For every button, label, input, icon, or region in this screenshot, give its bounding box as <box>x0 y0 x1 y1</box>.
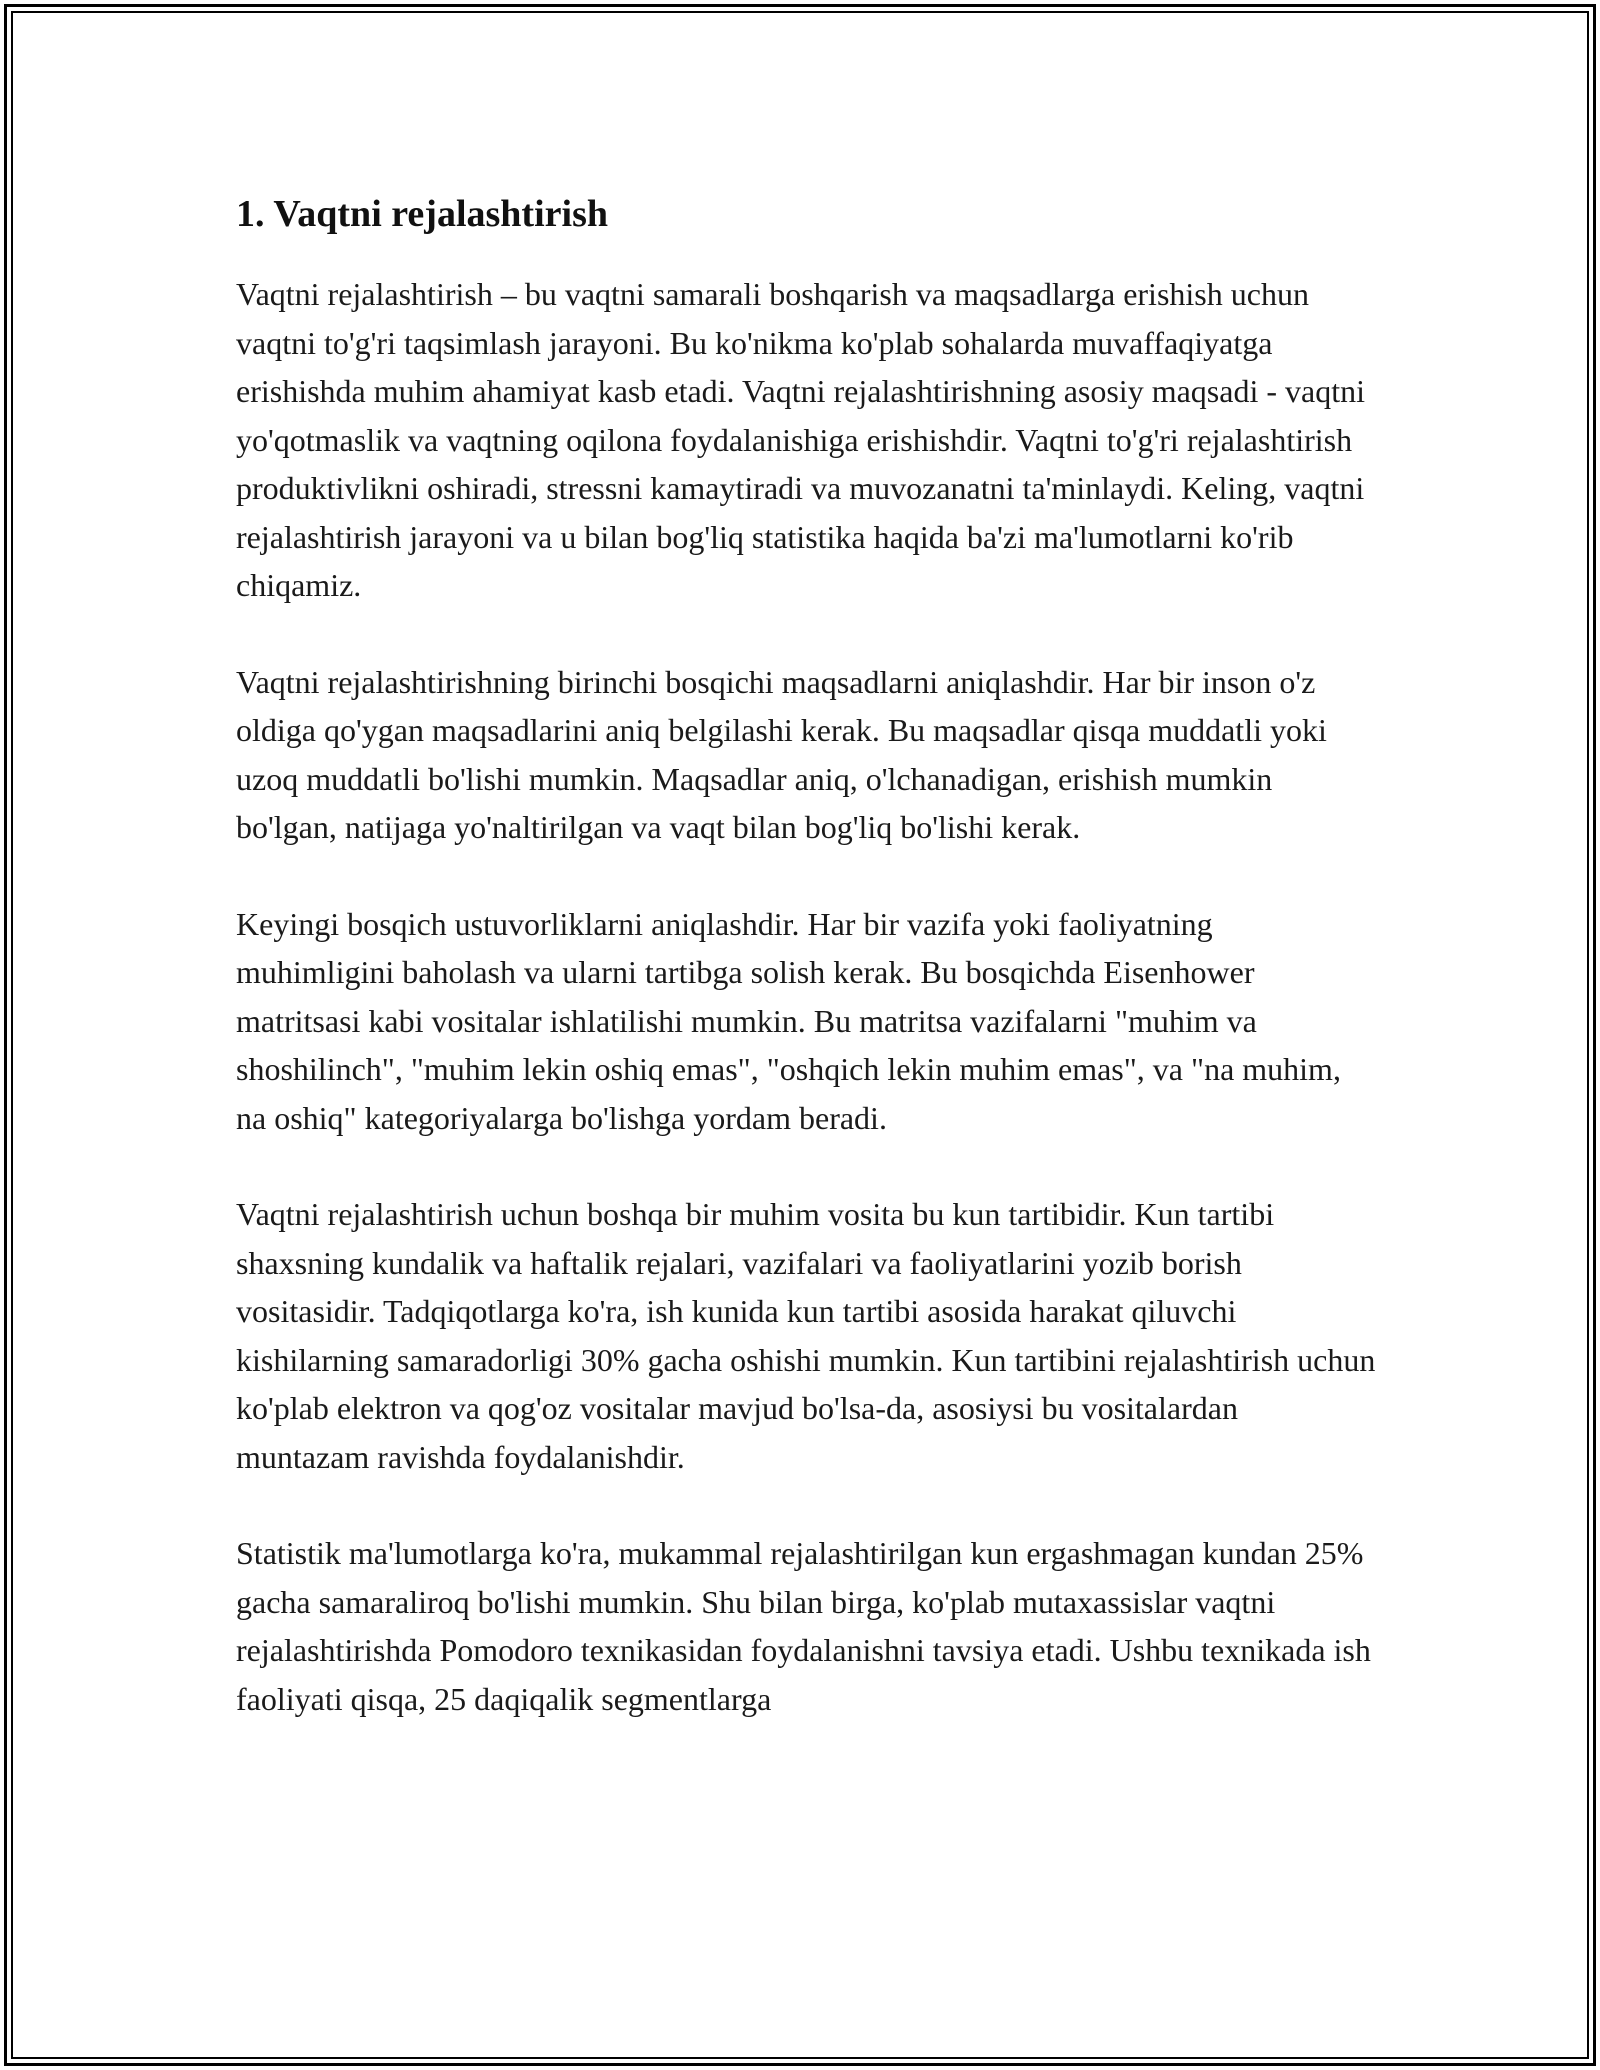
section-heading: 1. Vaqtni rejalashtirish <box>236 193 608 235</box>
document-body <box>236 188 1376 1771</box>
paragraph-priorities: Keyingi bosqich ustuvorliklarni aniqlashdir. Har bir vazifa yoki faoliyatning muhimligini baholash va ularni tartibga solish kerak. Bu bosqichda Eisenhower matritsasi kabi vositalar ishlatilishi mumkin. Bu matritsa vazifalarni "muhim va shoshilinch", "muhim lekin oshiq emas", "oshqich lekin muhim emas", va "na muhim, na oshiq" kategoriyalarga bo'lishga yordam beradi. <box>236 905 1341 1136</box>
paragraph-schedule: Vaqtni rejalashtirish uchun boshqa bir muhim vosita bu kun tartibidir. Kun tartibi shaxsning kundalik va haftalik rejalari, vazifalari va faoliyatlarini yozib borish vositasidir. Tadqiqotlarga ko'ra, ish kunida kun tartibi asosida harakat qiluvchi kishilarning samaradorligi 30% gacha oshishi mumkin. Kun tartibini rejalashtirish uchun ko'plab elektron va qog'oz vositalar mavjud bo'lsa-da, asosiysi bu vositalardan muntazam ravishda foydalanishdir. <box>236 1196 1376 1475</box>
paragraph-goals: Vaqtni rejalashtirishning birinchi bosqichi maqsadlarni aniqlashdir. Har bir inson o'z oldiga qo'ygan maqsadlarini aniq belgilashi kerak. Bu maqsadlar qisqa muddatli yoki uzoq muddatli bo'lishi mumkin. Maqsadlar aniq, o'lchanadigan, erishish mumkin bo'lgan, natijaga yo'naltirilgan va vaqt bilan bog'liq bo'lishi kerak. <box>236 663 1327 845</box>
paragraph-statistics: Statistik ma'lumotlarga ko'ra, mukammal rejalashtirilgan kun ergashmagan kundan 25% gacha samaraliroq bo'lishi mumkin. Shu bilan birga, ko'plab mutaxassislar vaqtni rejalashtirishda Pomodoro texnikasidan foydalanishni tavsiya etadi. Ushbu texnikada ish faoliyati qisqa, 25 daqiqalik segmentlarga <box>236 1535 1371 1717</box>
paragraph-intro: Vaqtni rejalashtirish – bu vaqtni samarali boshqarish va maqsadlarga erishish uchun vaqtni to'g'ri taqsimlash jarayoni. Bu ko'nikma ko'plab sohalarda muvaffaqiyatga erishishda muhim ahamiyat kasb etadi. Vaqtni rejalashtirishning asosiy maqsadi - vaqtni yo'qotmaslik va vaqtning oqilona foydalanishiga erishishdir. Vaqtni to'g'ri rejalashtirish produktivlikni oshiradi, stressni kamaytiradi va muvozanatni ta'minlaydi. Keling, vaqtni rejalashtirish jarayoni va u bilan bog'liq statistika haqida ba'zi ma'lumotlarni ko'rib chiqamiz. <box>236 276 1365 603</box>
